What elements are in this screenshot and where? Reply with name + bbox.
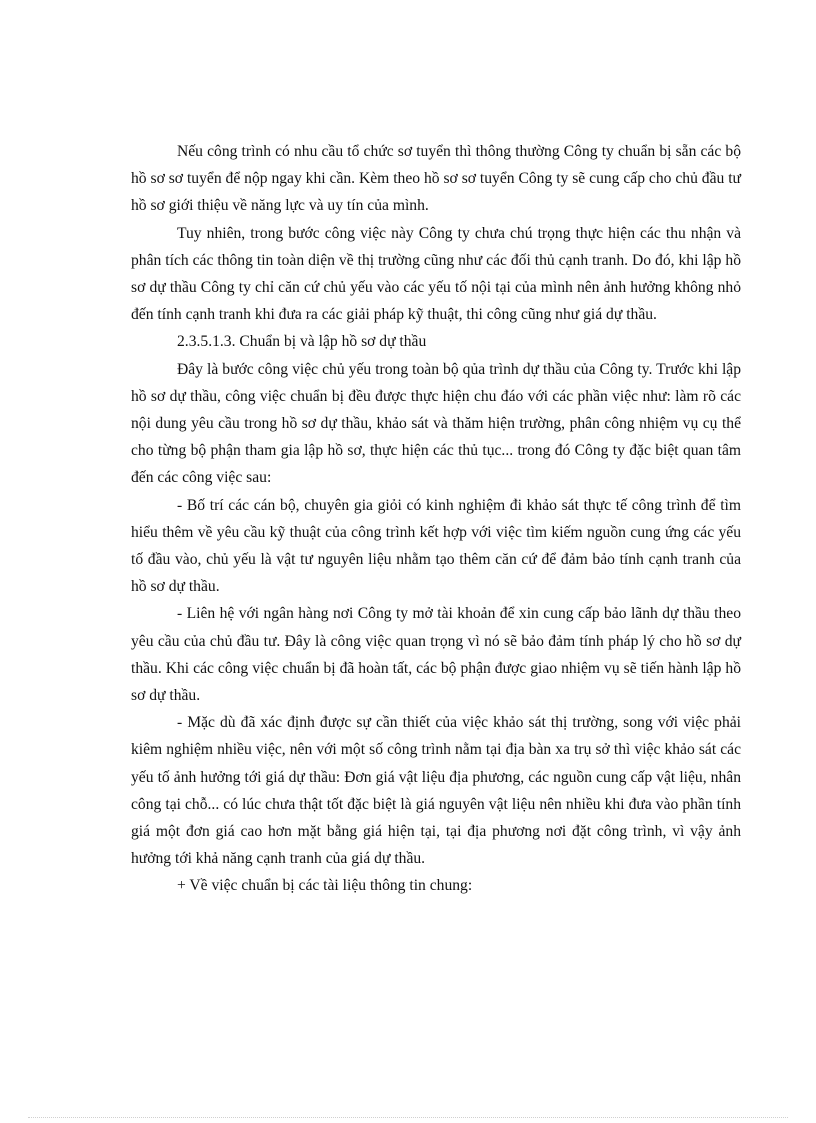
paragraph-market-analysis: Tuy nhiên, trong bước công việc này Công ty chưa chú trọng thực hiện các thu nhận và phân tích các thông tin toàn diện về thị trường cũng như các đối thủ cạnh tranh. Do đó, khi lập hồ sơ dự thầu Công ty chỉ căn cứ chủ yếu vào các yếu tố nội tại của mình nên ảnh hưởng không nhỏ đến tính cạnh tranh khi đưa ra các giải pháp kỹ thuật, thi công cũng như giá dự thầu. (131, 224, 741, 324)
page-bottom-rule (28, 1117, 788, 1118)
paragraph-general-documents: + Về việc chuẩn bị các tài liệu thông tin chung: (177, 877, 473, 895)
section-heading: 2.3.5.1.3. Chuẩn bị và lập hồ sơ dự thầu (177, 333, 427, 351)
document-body (131, 138, 741, 900)
list-item-site-survey: - Bố trí các cán bộ, chuyên gia giỏi có kinh nghiệm đi khảo sát thực tế công trình để tìm hiểu thêm về yêu cầu kỹ thuật của công trình kết hợp với việc tìm kiếm nguồn cung ứng các yếu tố đầu vào, chủ yếu là vật tư nguyên liệu nhằm tạo thêm căn cứ để đảm bảo tính cạnh tranh của hồ sơ dự thầu. (131, 496, 741, 596)
list-item-market-survey: - Mặc dù đã xác định được sự cần thiết của việc khảo sát thị trường, song với việc phải kiêm nghiệm nhiều việc, nên với một số công trình nằm tại địa bàn xa trụ sở thì việc khảo sát các yếu tố ảnh hưởng tới giá dự thầu: Đơn giá vật liệu địa phương, các nguồn cung cấp vật liệu, nhân công tại chỗ... có lúc chưa thật tốt đặc biệt là giá nguyên vật liệu nên nhiều khi đưa vào phần tính giá một đơn giá cao hơn mặt bằng giá hiện tại, tại địa phương nơi đặt công trình, vì vậy ảnh hưởng tới khả năng cạnh tranh của giá dự thầu. (131, 714, 741, 868)
paragraph-prequalification: Nếu công trình có nhu cầu tổ chức sơ tuyển thì thông thường Công ty chuẩn bị sẵn các bộ hồ sơ sơ tuyển để nộp ngay khi cần. Kèm theo hồ sơ sơ tuyển Công ty sẽ cung cấp cho chủ đầu tư hồ sơ giới thiệu về năng lực và uy tín của mình. (131, 143, 741, 215)
list-item-bank-guarantee: - Liên hệ với ngân hàng nơi Công ty mở tài khoản để xin cung cấp bảo lãnh dự thầu theo yêu cầu của chủ đầu tư. Đây là công việc quan trọng vì nó sẽ bảo đảm tính pháp lý cho hồ sơ dự thầu. Khi các công việc chuẩn bị đã hoàn tất, các bộ phận được giao nhiệm vụ sẽ tiến hành lập hồ sơ dự thầu. (131, 605, 741, 705)
paragraph-preparation: Đây là bước công việc chủ yếu trong toàn bộ qủa trình dự thầu của Công ty. Trước khi lập hồ sơ dự thầu, công việc chuẩn bị đều được thực hiện chu đáo với các phần việc như: làm rõ các nội dung yêu cầu trong hồ sơ dự thầu, khảo sát và thăm hiện trường, phân công nhiệm vụ cụ thể cho từng bộ phận tham gia lập hồ sơ, thực hiện các thủ tục... trong đó Công ty đặc biệt quan tâm đến các công việc sau: (131, 360, 741, 487)
